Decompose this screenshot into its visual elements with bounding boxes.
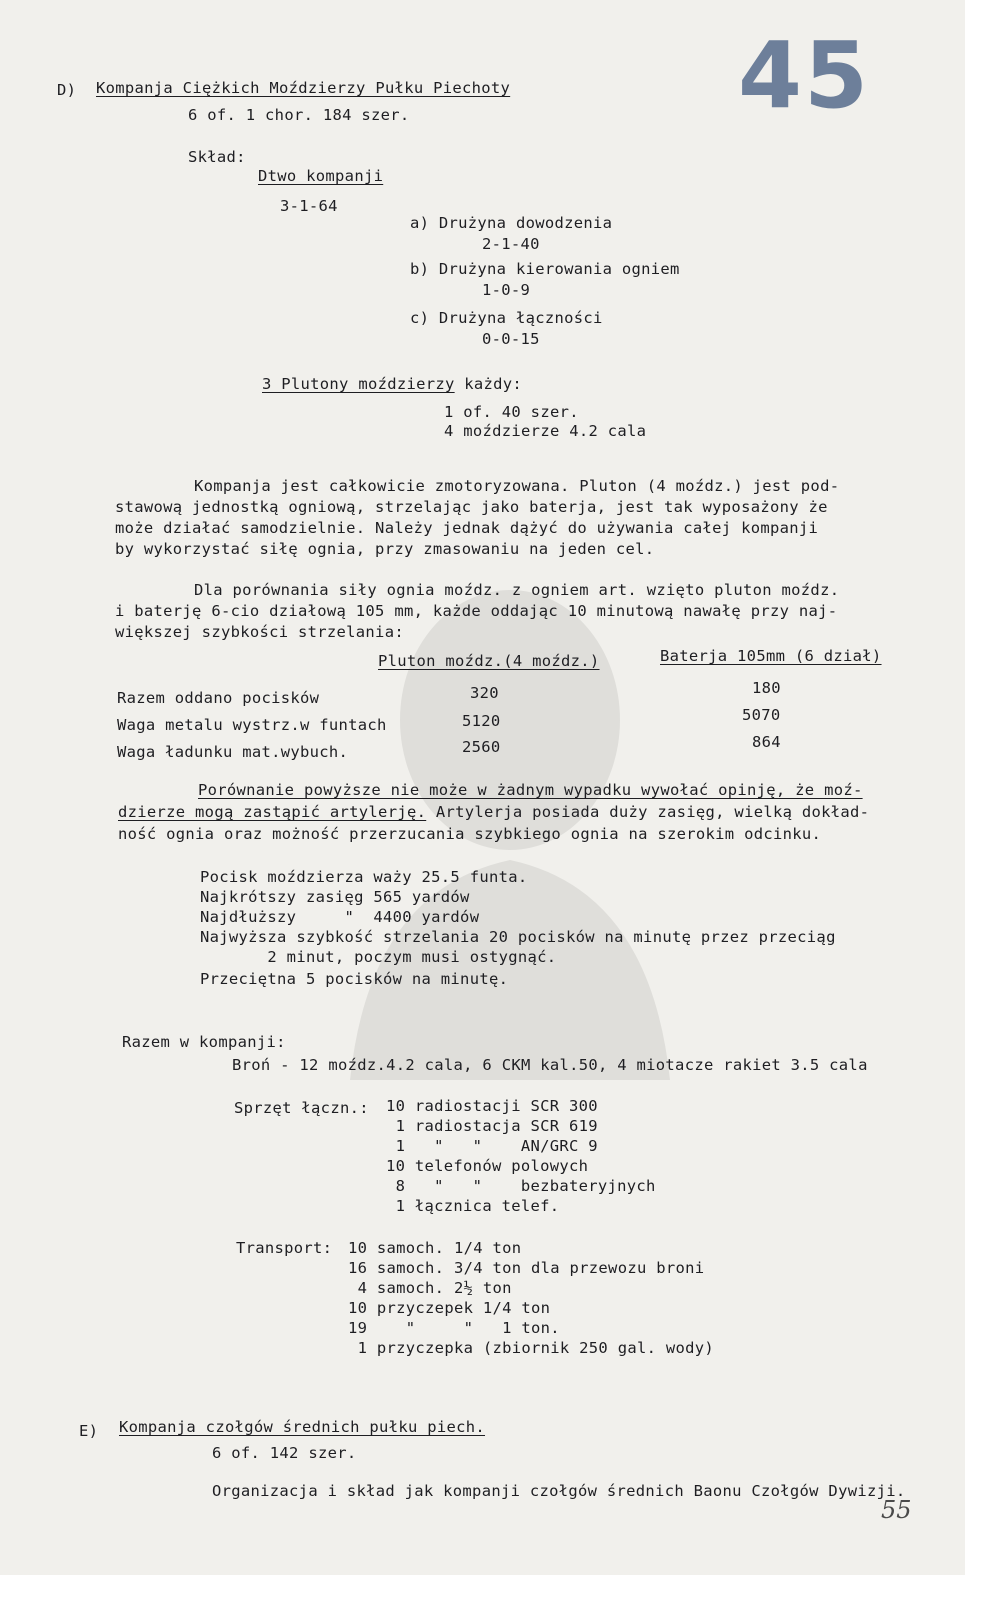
dtwo-title: Dtwo kompanji bbox=[258, 167, 384, 185]
section-e-letter: E) bbox=[79, 1422, 99, 1440]
comparison-header-baterja: Baterja 105mm (6 dział) bbox=[660, 647, 882, 665]
squad-name: c) Drużyna łączności bbox=[410, 309, 603, 327]
section-d-letter: D) bbox=[57, 81, 77, 99]
spec-line: 2 minut, poczym musi ostygnąć. bbox=[200, 948, 557, 966]
para3-line-2-rest: Artylerja posiada duży zasięg, wielką dokład- bbox=[426, 803, 870, 821]
transport-item: 4 samoch. 2½ ton bbox=[348, 1279, 512, 1297]
sprzet-item: 8 " " bezbateryjnych bbox=[386, 1177, 656, 1195]
para1-line: może działać samodzielnie. Należy jednak dążyć do używania całej kompanji bbox=[115, 519, 819, 537]
razem-label: Razem w kompanji: bbox=[122, 1033, 286, 1051]
sprzet-item: 1 radiostacja SCR 619 bbox=[386, 1117, 598, 1135]
para3-line-1: Porównanie powyższe nie może w żadnym wypadku wywołać opinję, że moź- bbox=[198, 781, 863, 799]
para3-line-3: ność ognia oraz możność przerzucania szybkiego ognia na szerokim odcinku. bbox=[118, 825, 822, 843]
para2-line: i baterję 6-cio działową 105 mm, każde oddając 10 minutową nawałę przy naj- bbox=[115, 602, 838, 620]
para1-line: by wykorzystać siłę ognia, przy zmasowaniu na jeden cel. bbox=[115, 540, 655, 558]
sprzet-item: 10 telefonów polowych bbox=[386, 1157, 589, 1175]
squad-strength: 1-0-9 bbox=[482, 281, 531, 299]
platoon-line-1: 1 of. 40 szer. bbox=[444, 403, 579, 421]
spec-line: Najkrótszy zasięg 565 yardów bbox=[200, 888, 470, 906]
spec-line: Najdłuższy " 4400 yardów bbox=[200, 908, 480, 926]
comparison-row-label: Waga metalu wystrz.w funtach bbox=[117, 716, 387, 734]
section-e-strength: 6 of. 142 szer. bbox=[212, 1444, 357, 1462]
transport-item: 10 samoch. 1/4 ton bbox=[348, 1239, 522, 1257]
transport-item: 10 przyczepek 1/4 ton bbox=[348, 1299, 551, 1317]
para2-line: większej szybkości strzelania: bbox=[115, 623, 404, 641]
transport-item: 1 przyczepka (zbiornik 250 gal. wody) bbox=[348, 1339, 715, 1357]
sklad-label: Skład: bbox=[188, 148, 246, 166]
squad-name: a) Drużyna dowodzenia bbox=[410, 214, 613, 232]
comparison-cell-pluton: 5120 bbox=[462, 712, 501, 730]
para1-line: Kompanja jest całkowicie zmotoryzowana. Pluton (4 moźdz.) jest pod- bbox=[194, 477, 840, 495]
section-e-title: Kompanja czołgów średnich pułku piech. bbox=[119, 1418, 486, 1436]
squad-name: b) Drużyna kierowania ogniem bbox=[410, 260, 680, 278]
section-d-title: Kompanja Ciężkich Moździerzy Pułku Piechoty bbox=[96, 79, 511, 97]
transport-item: 16 samoch. 3/4 ton dla przewozu broni bbox=[348, 1259, 705, 1277]
comparison-row-label: Waga ładunku mat.wybuch. bbox=[117, 743, 349, 761]
bron-line: Broń - 12 moźdz.4.2 cala, 6 CKM kal.50, 4 miotacze rakiet 3.5 cala bbox=[232, 1056, 868, 1074]
comparison-header-pluton: Pluton moźdz.(4 moźdz.) bbox=[378, 652, 600, 670]
page-number-stamp: 45 bbox=[738, 22, 871, 129]
sprzet-item: 1 łącznica telef. bbox=[386, 1197, 560, 1215]
squad-strength: 0-0-15 bbox=[482, 330, 540, 348]
spec-line: Przeciętna 5 pocisków na minutę. bbox=[200, 970, 509, 988]
para3-line-2 bbox=[118, 802, 869, 822]
para1-line: stawową jednostką ogniową, strzelając jako baterja, jest tak wyposażony że bbox=[115, 498, 828, 516]
comparison-cell-baterja: 864 bbox=[752, 733, 781, 751]
transport-label: Transport: bbox=[236, 1239, 333, 1257]
platoon-line-2: 4 moździerze 4.2 cala bbox=[444, 422, 647, 440]
sprzet-item: 1 " " AN/GRC 9 bbox=[386, 1137, 598, 1155]
comparison-row-label: Razem oddano pocisków bbox=[117, 689, 320, 707]
para3-line-2-underlined: dzierze mogą zastąpić artylerję. bbox=[118, 803, 427, 821]
comparison-cell-pluton: 2560 bbox=[462, 738, 501, 756]
para2-line: Dla porównania siły ognia moźdz. z ogniem art. wzięto pluton moźdz. bbox=[194, 581, 840, 599]
squad-strength: 2-1-40 bbox=[482, 235, 540, 253]
sprzet-item: 10 radiostacji SCR 300 bbox=[386, 1097, 598, 1115]
dtwo-strength: 3-1-64 bbox=[280, 197, 338, 215]
handwritten-number: 55 bbox=[881, 1496, 912, 1524]
spec-line: Pocisk moździerza waży 25.5 funta. bbox=[200, 868, 528, 886]
platoons-line bbox=[262, 374, 522, 394]
platoons-suffix: każdy: bbox=[454, 375, 523, 393]
platoons-title: 3 Plutony moździerzy bbox=[262, 375, 455, 393]
transport-item: 19 " " 1 ton. bbox=[348, 1319, 560, 1337]
section-e-note: Organizacja i skład jak kompanji czołgów średnich Baonu Czołgów Dywizji. bbox=[212, 1482, 906, 1500]
spec-line: Najwyższa szybkość strzelania 20 pocisków na minutę przez przeciąg bbox=[200, 928, 836, 946]
comparison-cell-pluton: 320 bbox=[470, 684, 499, 702]
section-d-strength: 6 of. 1 chor. 184 szer. bbox=[188, 106, 410, 124]
sprzet-label: Sprzęt łączn.: bbox=[234, 1099, 369, 1117]
comparison-cell-baterja: 5070 bbox=[742, 706, 781, 724]
comparison-cell-baterja: 180 bbox=[752, 679, 781, 697]
